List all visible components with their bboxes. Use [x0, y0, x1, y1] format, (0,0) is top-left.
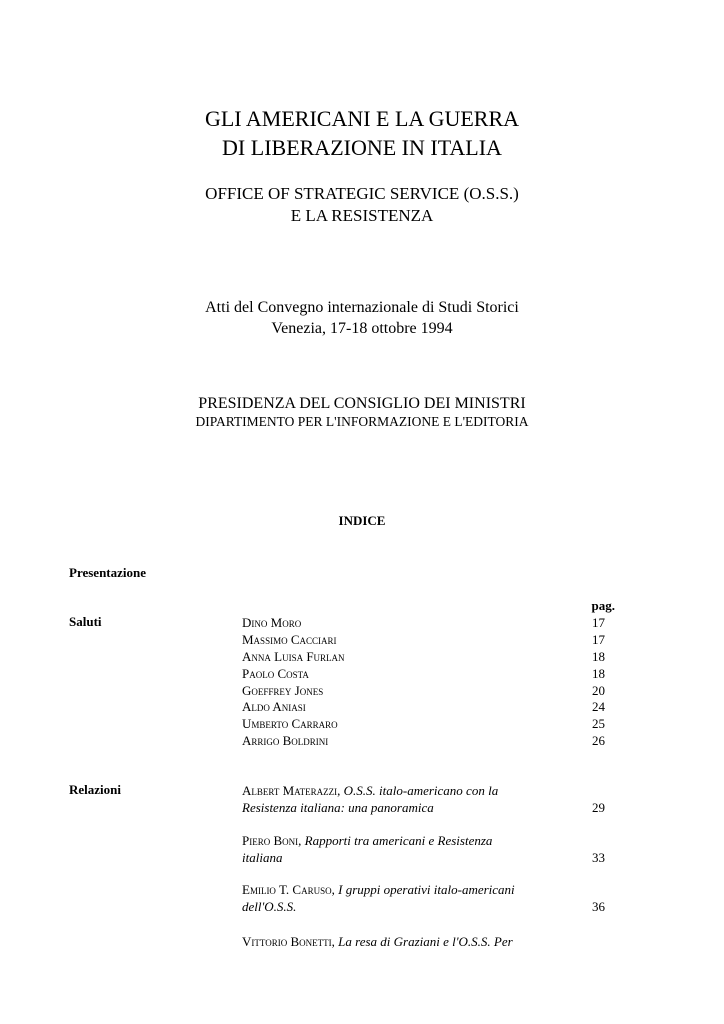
- relazione-page: 36: [592, 899, 605, 914]
- relazione-separator: ,: [331, 882, 339, 897]
- document-subtitle: [0, 183, 724, 227]
- subtitle-line-2: E LA RESISTENZA: [290, 206, 434, 225]
- publisher-info: [0, 394, 724, 430]
- saluti-entry-name: Dino Moro: [242, 615, 302, 630]
- title-line-1: GLI AMERICANI E LA GUERRA: [204, 106, 520, 131]
- saluti-entry-name: Umberto Carraro: [242, 716, 338, 731]
- section-relazioni: Relazioni: [69, 782, 121, 797]
- relazione-author: Emilio T. Caruso: [242, 882, 332, 897]
- relazione-title-1: Rapporti tra americani e Resistenza: [304, 833, 493, 848]
- saluti-entry-page: 17: [592, 615, 605, 630]
- page-column-label: pag.: [591, 598, 615, 613]
- relazione-author: Piero Boni: [242, 833, 299, 848]
- conference-line-1: Atti del Convegno internazionale di Studi Storici: [205, 299, 519, 316]
- relazione-entry: [242, 933, 605, 950]
- relazione-line-1: [242, 933, 605, 950]
- relazione-title-2: Resistenza italiana: una panoramica: [242, 800, 434, 815]
- section-presentazione: Presentazione: [69, 565, 147, 580]
- relazione-separator: ,: [337, 783, 344, 798]
- title-line-2: DI LIBERAZIONE IN ITALIA: [222, 135, 502, 160]
- saluti-entry-page: 25: [592, 716, 605, 731]
- subtitle-line-1: OFFICE OF STRATEGIC SERVICE (O.S.S.): [205, 184, 519, 203]
- saluti-entry-page: 18: [592, 649, 605, 664]
- relazione-title-2: italiana: [242, 850, 283, 865]
- relazione-title-1: O.S.S. italo-americano con la: [343, 783, 499, 798]
- saluti-entry-name: Paolo Costa: [242, 666, 309, 681]
- relazione-title-2: dell'O.S.S.: [242, 899, 297, 914]
- relazione-author: Vittorio Bonetti: [242, 934, 332, 949]
- relazione-author: Albert Materazzi: [242, 783, 338, 798]
- relazione-page: 29: [592, 800, 605, 815]
- publisher-line-1: PRESIDENZA DEL CONSIGLIO DEI MINISTRI: [198, 395, 526, 412]
- saluti-entry-page: 20: [592, 683, 605, 698]
- section-saluti: Saluti: [69, 614, 102, 629]
- relazione-line-1: [242, 832, 605, 849]
- saluti-entry-page: 18: [592, 666, 605, 681]
- relazione-line-1: [242, 782, 605, 799]
- relazione-title-1: La resa di Graziani e l'O.S.S. Per: [338, 934, 513, 949]
- saluti-entry-page: 26: [592, 733, 605, 748]
- relazione-entry: [242, 832, 605, 866]
- relazione-title-1: I gruppi operativi italo-americani: [338, 882, 515, 897]
- relazione-entry: [242, 782, 605, 816]
- conference-line-2: Venezia, 17-18 ottobre 1994: [271, 320, 453, 337]
- document-title: [0, 104, 724, 162]
- saluti-entry-name: Aldo Aniasi: [242, 699, 306, 714]
- relazione-entry: [242, 881, 605, 915]
- relazione-separator: ,: [298, 833, 305, 848]
- saluti-entry-page: 24: [592, 699, 605, 714]
- relazione-line-1: [242, 881, 605, 898]
- saluti-entry-name: Anna Luisa Furlan: [242, 649, 345, 664]
- relazione-page: 33: [592, 850, 605, 865]
- saluti-entry-name: Goeffrey Jones: [242, 683, 324, 698]
- saluti-entry-page: 17: [592, 632, 605, 647]
- relazione-separator: ,: [331, 934, 339, 949]
- publisher-line-2: DIPARTIMENTO PER L'INFORMAZIONE E L'EDITORIA: [195, 414, 529, 429]
- saluti-entry-name: Arrigo Boldrini: [242, 733, 329, 748]
- index-heading: INDICE: [338, 513, 386, 528]
- saluti-entry-name: Massimo Cacciari: [242, 632, 337, 647]
- conference-info: [0, 297, 724, 339]
